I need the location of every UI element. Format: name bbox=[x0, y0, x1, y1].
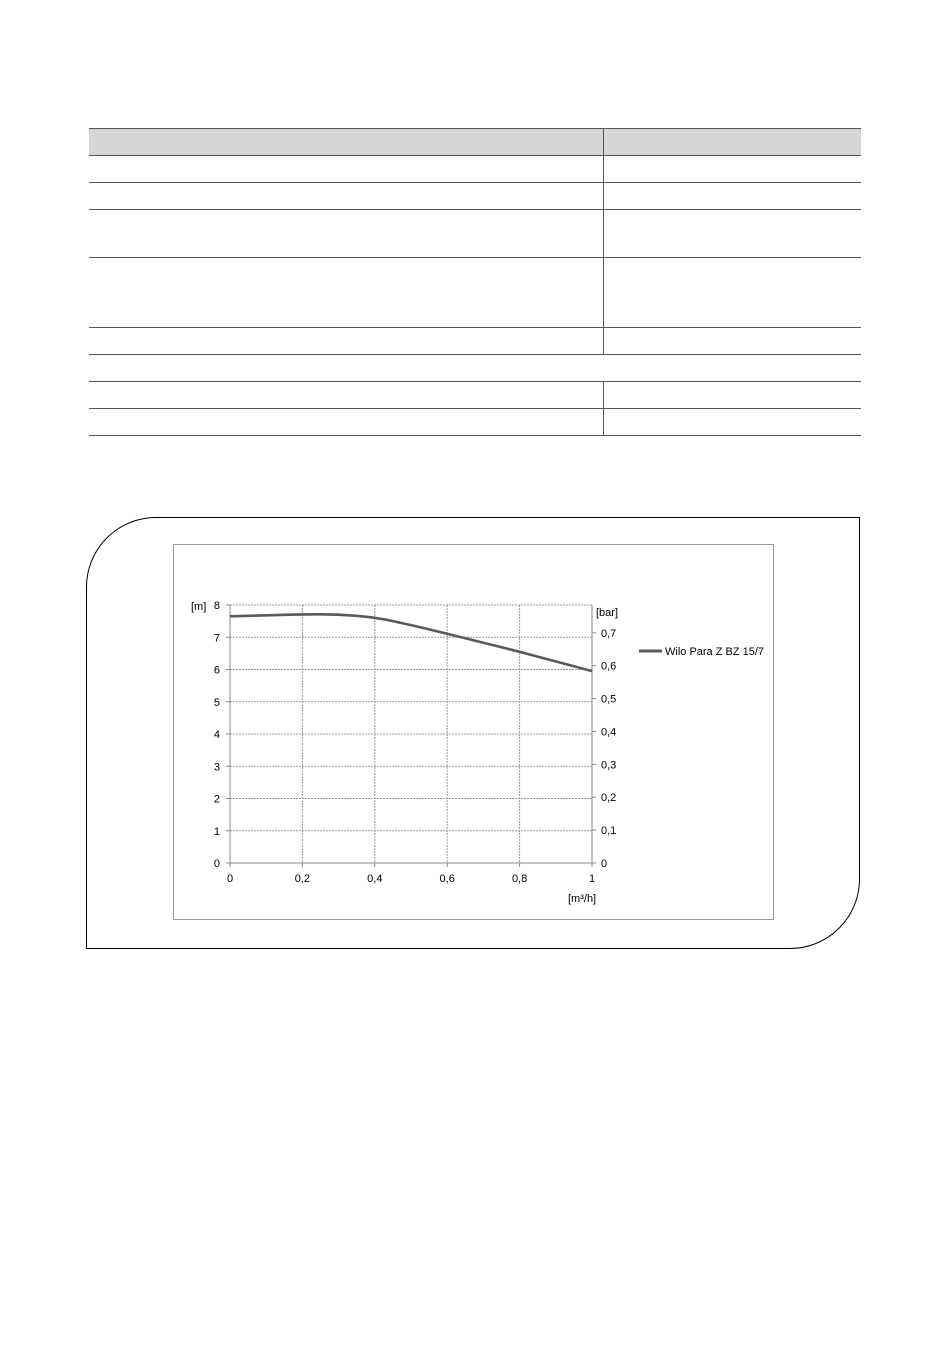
y-right-tick-label: 0,2 bbox=[601, 792, 617, 805]
y-right-tick-label: 0,3 bbox=[601, 759, 617, 772]
y-left-tick-label: 7 bbox=[213, 632, 220, 645]
chart-tick-labels bbox=[213, 600, 619, 885]
x-tick-label: 0,6 bbox=[439, 873, 455, 885]
y-left-tick-label: 5 bbox=[213, 696, 220, 709]
y-left-tick-label: 0 bbox=[213, 858, 220, 870]
y-right-tick-label: 0,5 bbox=[601, 693, 617, 706]
x-axis-label: [m³/h] bbox=[568, 893, 597, 905]
y-left-tick-label: 2 bbox=[213, 793, 220, 806]
y-left-tick-label: 3 bbox=[213, 761, 220, 774]
series-line bbox=[230, 614, 592, 671]
y-right-tick-label: 0 bbox=[601, 858, 608, 870]
y-right-axis-label: [bar] bbox=[596, 607, 619, 619]
x-tick-label: 0,8 bbox=[511, 873, 528, 885]
chart-axes bbox=[226, 605, 596, 867]
x-tick-label: 0 bbox=[226, 873, 234, 885]
y-left-tick-label: 4 bbox=[213, 729, 220, 741]
y-left-tick-label: 8 bbox=[213, 600, 220, 612]
y-left-tick-label: 6 bbox=[213, 664, 220, 677]
y-right-tick-label: 0,4 bbox=[601, 726, 617, 739]
x-tick-label: 0,4 bbox=[367, 873, 383, 885]
chart-series bbox=[230, 614, 592, 671]
x-tick-label: 1 bbox=[588, 873, 596, 885]
y-left-tick-label: 1 bbox=[213, 825, 220, 838]
y-left-axis-label: [m] bbox=[191, 601, 207, 613]
y-right-tick-label: 0,6 bbox=[601, 660, 617, 673]
chart-grid bbox=[230, 605, 592, 863]
y-right-tick-label: 0,1 bbox=[601, 825, 617, 838]
x-tick-label: 0,2 bbox=[294, 873, 311, 885]
y-right-tick-label: 0,7 bbox=[601, 627, 617, 640]
legend-label: Wilo Para Z BZ 15/7 bbox=[665, 646, 765, 658]
legend bbox=[639, 646, 764, 658]
